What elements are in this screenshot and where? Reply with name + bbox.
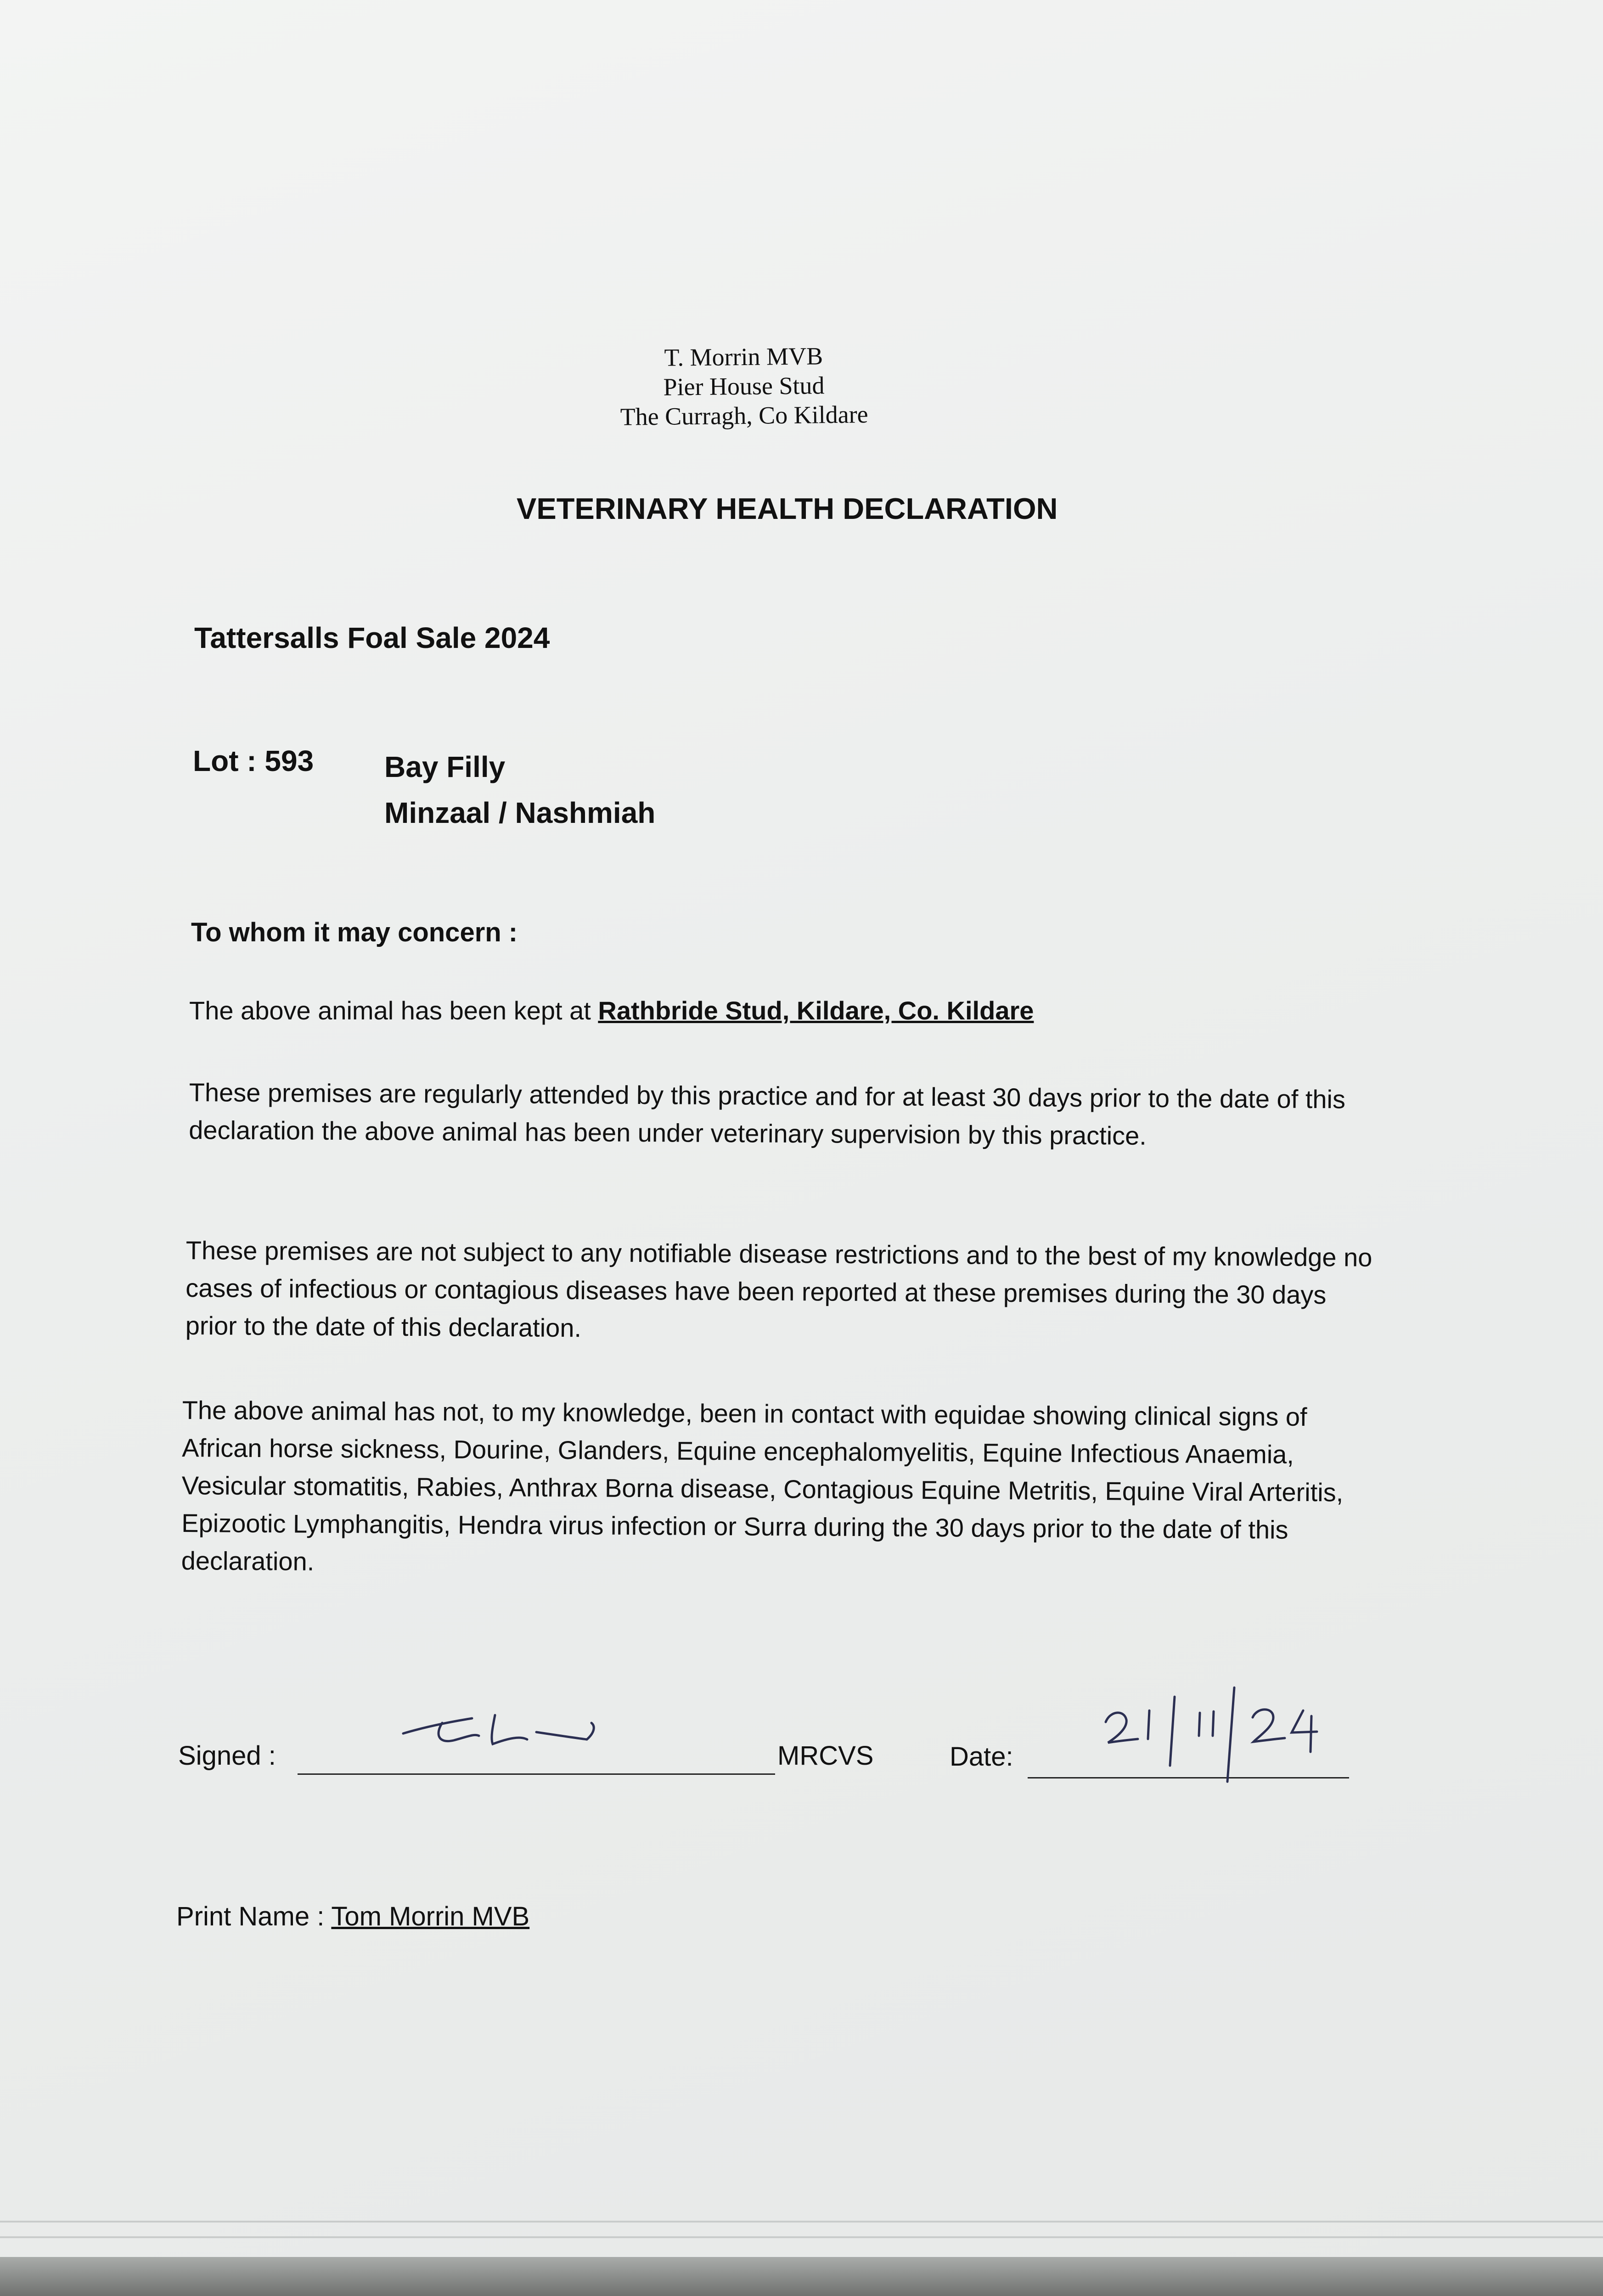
contact-paragraph: The above animal has not, to my knowledge, been in contact with equidae showing clinical signs of African horse sickness, Dourine, Glanders, Equine encephalomyelitis, Equine Infectious Anaemia, Vesicular stomatitis, Rabies, Anthrax Borna disease, Contagious Equine Metritis, Equine Viral Arteritis, Epizootic Lymphangitis, Hendra virus infection or Surra during the 30 days prior to the date of this declaration. (181, 1395, 1344, 1576)
letterhead-stud: Pier House Stud (663, 371, 825, 401)
lot-description: Bay Filly (384, 750, 506, 783)
kept-statement (189, 992, 1383, 1030)
kept-prefix: The above animal has been kept at (189, 996, 598, 1025)
handwritten-signature (399, 1690, 610, 1754)
restrictions-paragraph: These premises are not subject to any notifiable disease restrictions and to the best of my knowledge no cases of infectious or contagious diseases have been reported at these premises during the 30 days prior to the date of this declaration. (185, 1235, 1372, 1343)
salutation: To whom it may concern : (191, 917, 518, 947)
letterhead (569, 340, 919, 432)
signature-line (298, 1773, 775, 1775)
print-name-label: Print Name : (176, 1902, 332, 1931)
mrcvs-label: MRCVS (777, 1741, 874, 1771)
print-name (176, 1901, 529, 1932)
date-label: Date: (950, 1742, 1013, 1772)
print-name-value: Tom Morrin MVB (331, 1902, 530, 1931)
lot-number: Lot : 593 (193, 744, 314, 777)
page-edge-divider (0, 2236, 1603, 2238)
sale-name: Tattersalls Foal Sale 2024 (194, 621, 550, 654)
letterhead-address: The Curragh, Co Kildare (620, 400, 868, 431)
supervision-paragraph: These premises are regularly attended by this practice and for at least 30 days prior to the date of this declaration the above animal has been under veterinary supervision by this practice. (189, 1077, 1346, 1150)
lot-details (384, 744, 655, 836)
signature-row (178, 1740, 1372, 1795)
handwritten-date (1087, 1678, 1326, 1784)
premises-address: Rathbride Stud, Kildare, Co. Kildare (598, 996, 1034, 1025)
lot-pedigree: Minzaal / Nashmiah (384, 796, 656, 829)
signed-label: Signed : (178, 1741, 276, 1771)
document-title: VETERINARY HEALTH DECLARATION (517, 492, 1058, 525)
background-surface (0, 2257, 1603, 2296)
page-edge-divider (0, 2221, 1603, 2223)
letterhead-name: T. Morrin MVB (664, 342, 823, 371)
